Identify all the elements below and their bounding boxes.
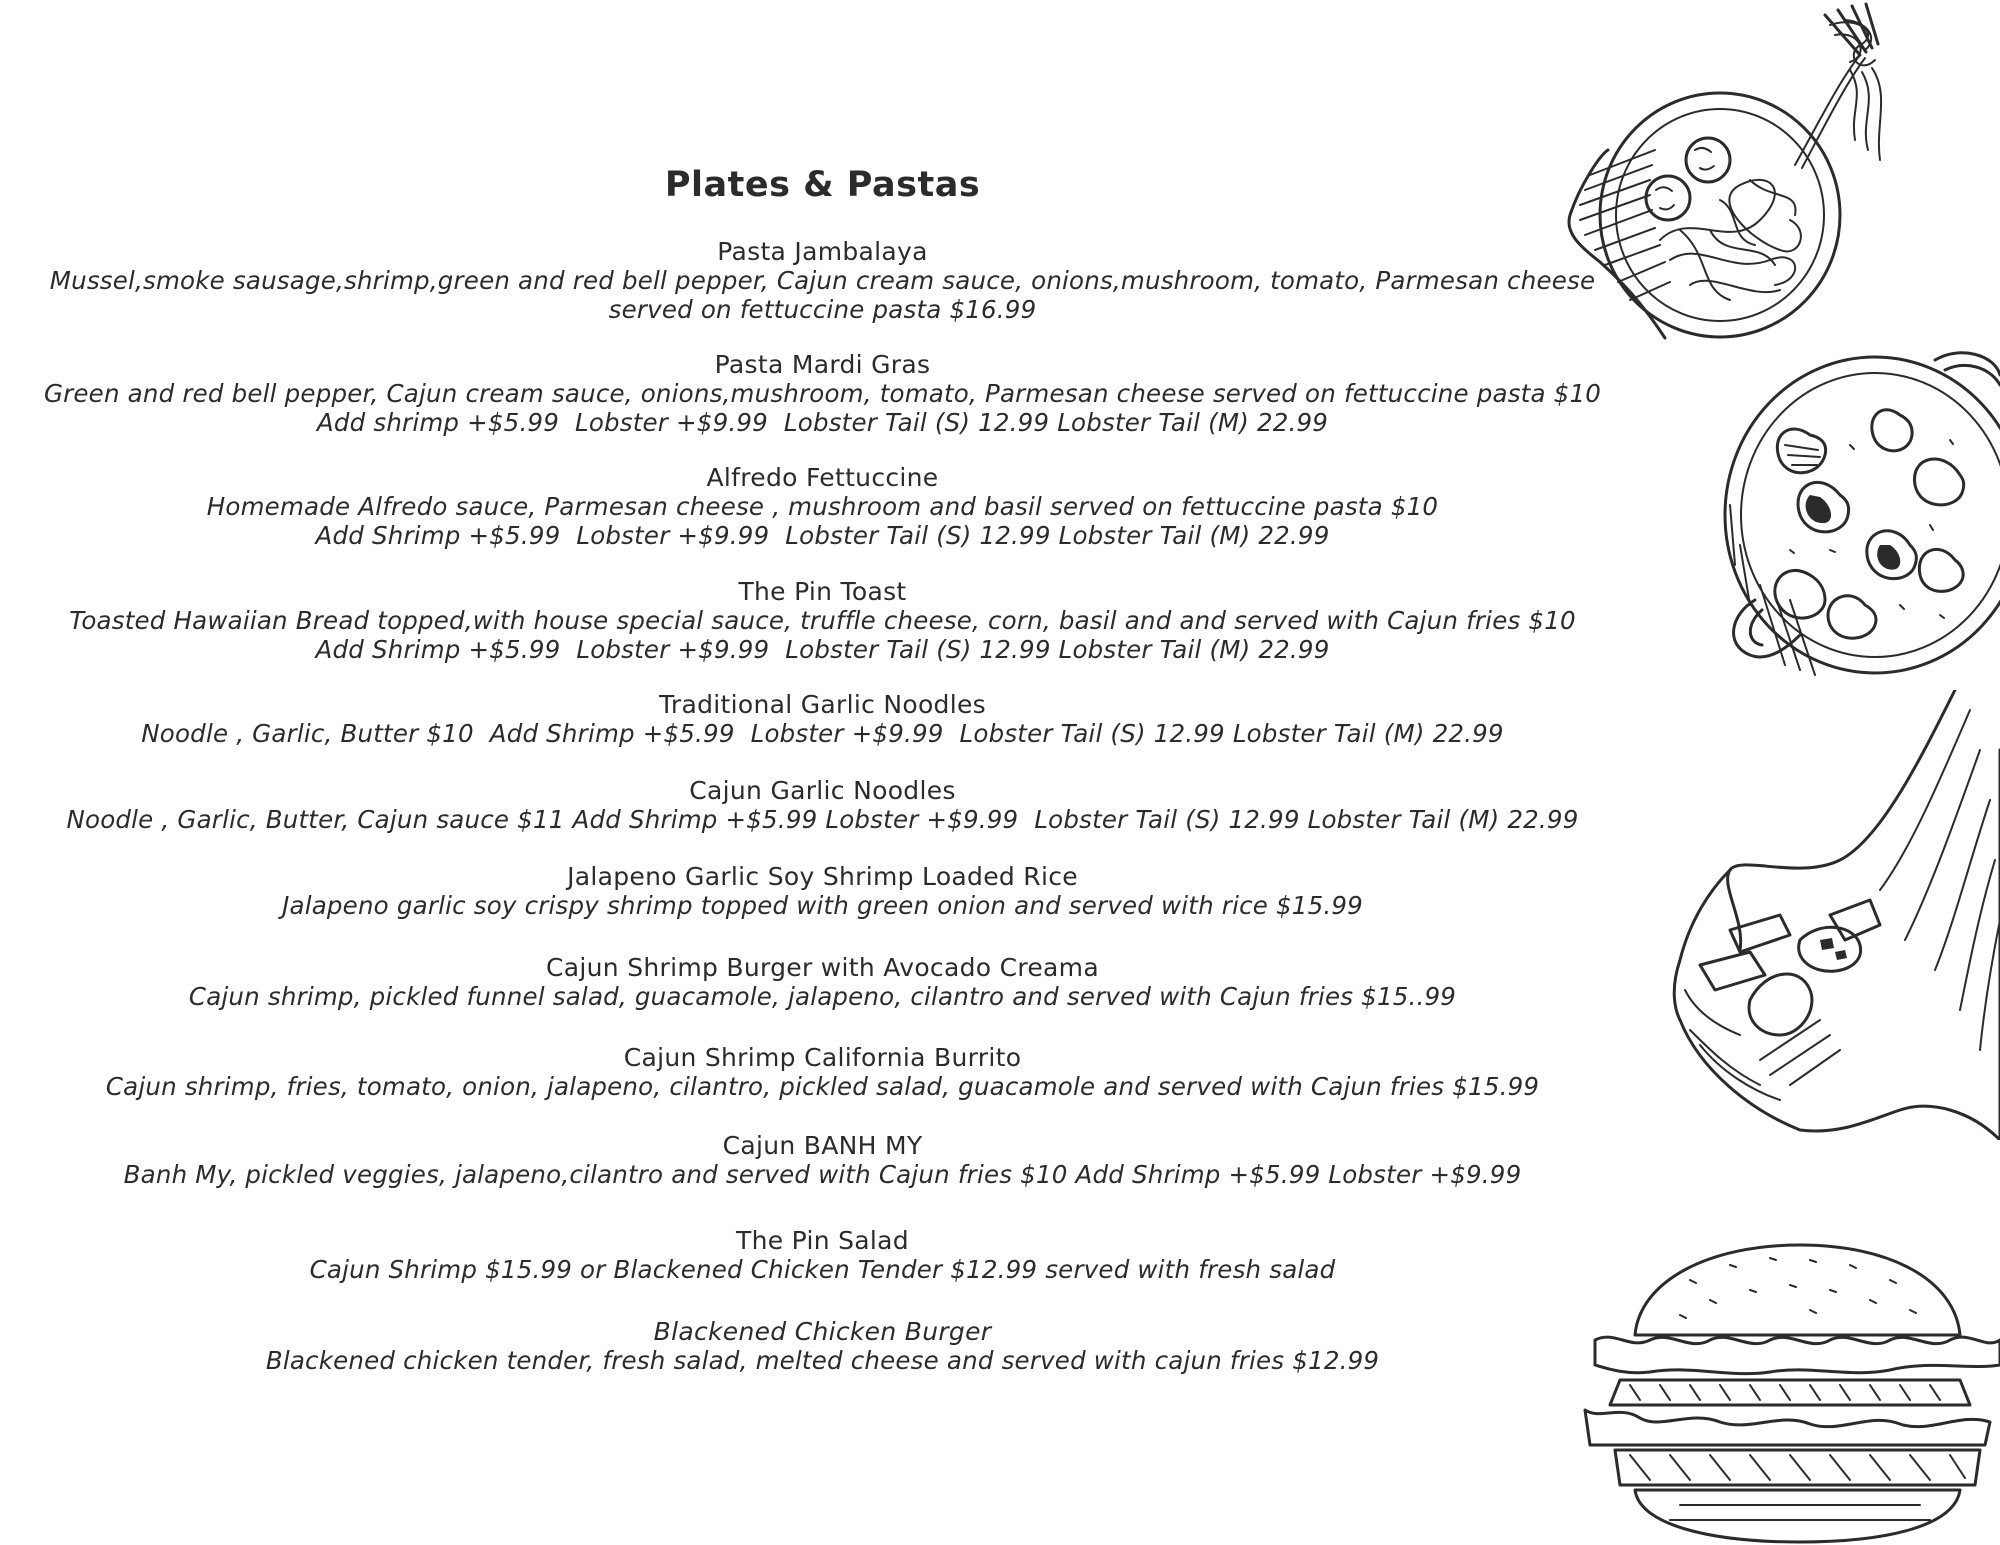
item-description-line: Cajun shrimp, fries, tomato, onion, jalapeno, cilantro, pickled salad, guacamole and served with Cajun fries $15.99 [105, 1072, 1540, 1101]
item-name: Pasta Jambalaya [717, 237, 928, 266]
item-name: Pasta Mardi Gras [714, 350, 931, 379]
menu-title: Plates & Pastas [664, 165, 981, 205]
item-description-line: Banh My, pickled veggies, jalapeno,cilantro and served with Cajun fries $10 Add Shrimp +$5.99 Lobster +$9.99 [123, 1160, 1522, 1189]
spaghetti-plate-icon [1560, 0, 2000, 345]
menu-item [0, 862, 1645, 920]
item-description-line: Mussel,smoke sausage,shrimp,green and red bell pepper, Cajun cream sauce, onions,mushroom, tomato, Parmesan cheese [49, 266, 1596, 295]
item-name: The Pin Toast [738, 577, 907, 606]
item-name: Cajun Garlic Noodles [689, 776, 956, 805]
menu-item [0, 953, 1645, 1011]
burrito-icon [1670, 690, 2000, 1140]
item-description-line: Jalapeno garlic soy crispy shrimp topped with green onion and served with rice $15.99 [282, 891, 1363, 920]
menu-item [0, 776, 1645, 834]
burger-icon [1560, 1240, 2000, 1545]
menu-item [0, 237, 1645, 324]
item-description-line: Green and red bell pepper, Cajun cream sauce, onions,mushroom, tomato, Parmesan cheese served on fettuccine pasta $10 [43, 379, 1602, 408]
menu-item [0, 1317, 1645, 1375]
menu-item [0, 350, 1645, 437]
menu-item [0, 690, 1645, 748]
mussels-pan-icon [1700, 345, 2000, 690]
item-description-line: Homemade Alfredo sauce, Parmesan cheese , mushroom and basil served on fettuccine pasta $10 [206, 492, 1439, 521]
item-description-line: Noodle , Garlic, Butter $10 Add Shrimp +$5.99 Lobster +$9.99 Lobster Tail (S) 12.99 Lobster Tail (M) 22.99 [141, 719, 1504, 748]
menu-item [0, 1226, 1645, 1284]
item-description-line: Noodle , Garlic, Butter, Cajun sauce $11 Add Shrimp +$5.99 Lobster +$9.99 Lobster Tail (S) 12.99 Lobster Tail (M) 22.99 [66, 805, 1579, 834]
menu-item [0, 463, 1645, 550]
item-description-line: Blackened chicken tender, fresh salad, melted cheese and served with cajun fries $12.99 [265, 1346, 1380, 1375]
item-name: Cajun BANH MY [722, 1131, 923, 1160]
item-description-line: Add shrimp +$5.99 Lobster +$9.99 Lobster Tail (S) 12.99 Lobster Tail (M) 22.99 [316, 408, 1329, 437]
menu-item [0, 1043, 1645, 1101]
item-name: Traditional Garlic Noodles [659, 690, 986, 719]
menu-item [0, 1131, 1645, 1189]
item-description-line: served on fettuccine pasta $16.99 [608, 295, 1037, 324]
item-description-line: Add Shrimp +$5.99 Lobster +$9.99 Lobster Tail (S) 12.99 Lobster Tail (M) 22.99 [315, 635, 1330, 664]
food-illustrations [1560, 0, 2000, 1545]
item-description-line: Cajun Shrimp $15.99 or Blackened Chicken Tender $12.99 served with fresh salad [309, 1255, 1336, 1284]
item-name: The Pin Salad [736, 1226, 909, 1255]
item-description-line: Toasted Hawaiian Bread topped,with house special sauce, truffle cheese, corn, basil and and served with Cajun fries $10 [69, 606, 1576, 635]
item-name: Cajun Shrimp Burger with Avocado Creama [546, 953, 1099, 982]
item-name: Jalapeno Garlic Soy Shrimp Loaded Rice [567, 862, 1078, 891]
item-description-line: Cajun shrimp, pickled funnel salad, guacamole, jalapeno, cilantro and served with Cajun fries $15..99 [188, 982, 1457, 1011]
menu-item [0, 577, 1645, 664]
item-name: Alfredo Fettuccine [706, 463, 939, 492]
item-name: Cajun Shrimp California Burrito [623, 1043, 1022, 1072]
item-name: Blackened Chicken Burger [653, 1317, 992, 1346]
item-description-line: Add Shrimp +$5.99 Lobster +$9.99 Lobster Tail (S) 12.99 Lobster Tail (M) 22.99 [315, 521, 1330, 550]
